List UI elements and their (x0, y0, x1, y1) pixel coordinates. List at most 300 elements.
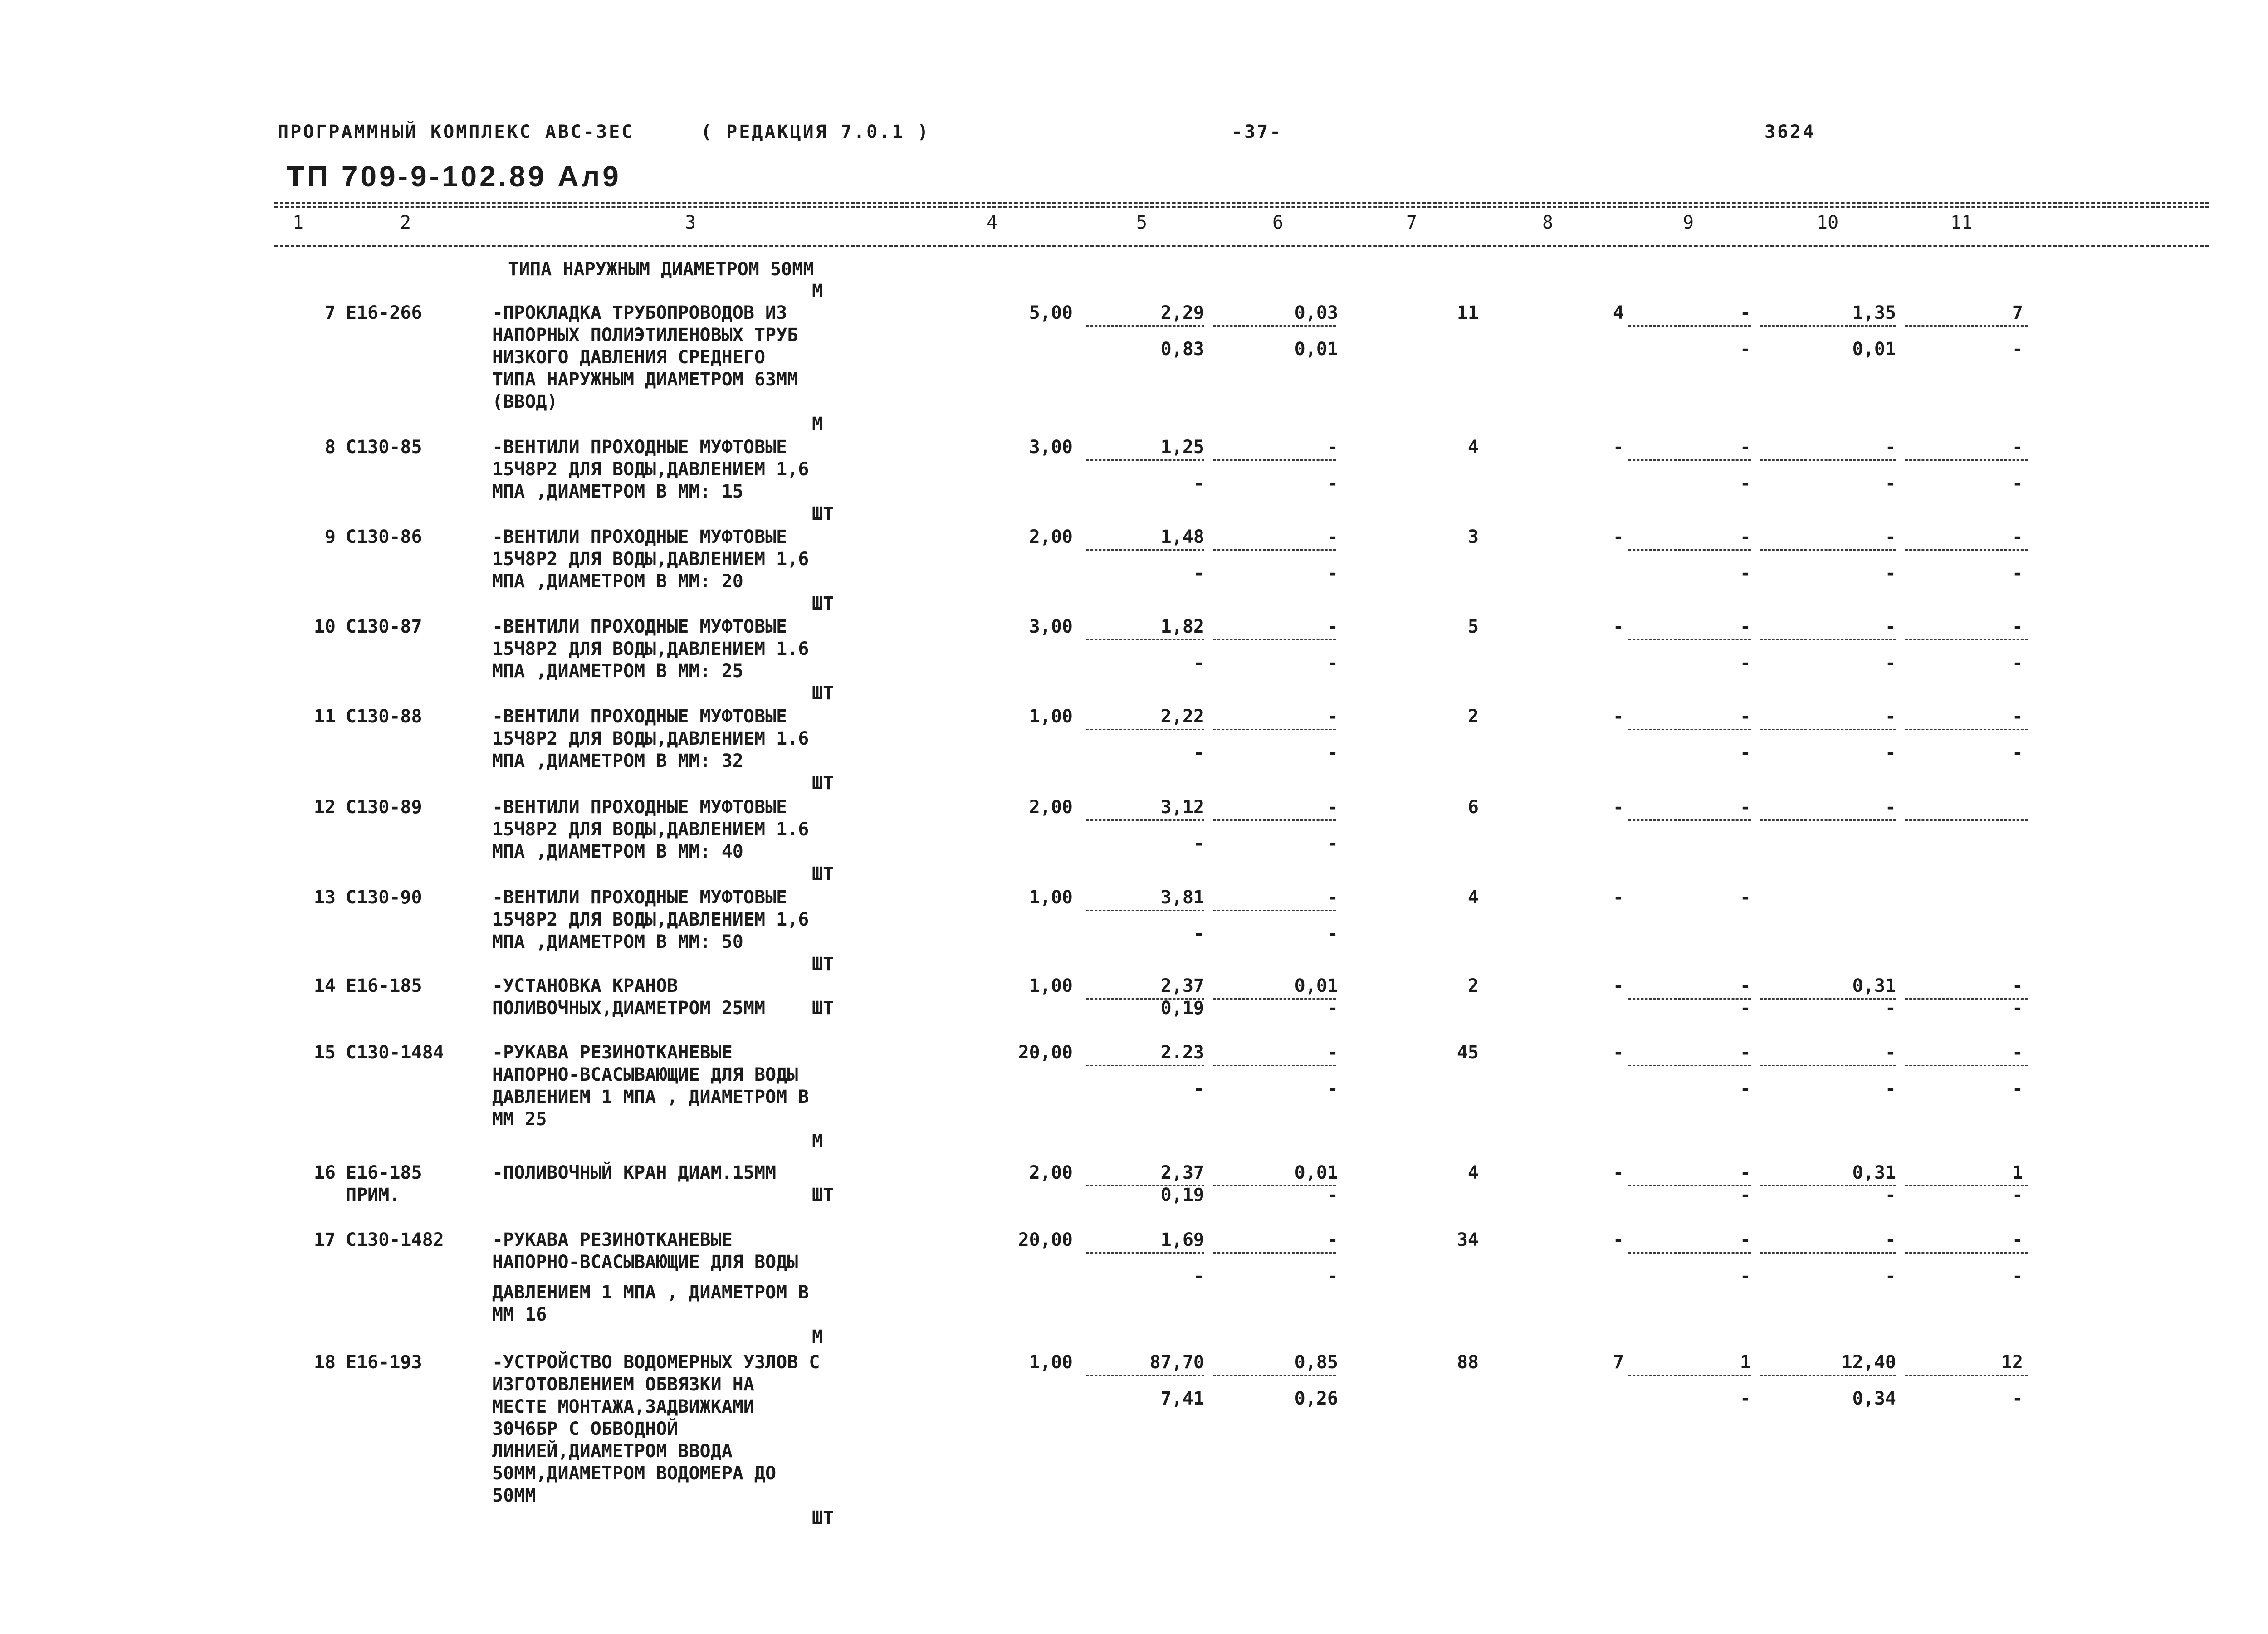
col-2-label: 2 (400, 212, 411, 233)
value-separator-line (1905, 1185, 2028, 1186)
row-description-line: 30Ч6БР С ОБВОДНОЙ (492, 1419, 678, 1439)
col-6-secondary-value: - (1327, 563, 1338, 584)
col-9-value: - (1740, 976, 1751, 996)
col-9-value: - (1740, 706, 1751, 727)
col-9-secondary-value: - (1740, 1078, 1751, 1099)
col-10-value: - (1885, 527, 1896, 547)
col-7-value: 5 (1467, 616, 1479, 637)
value-separator-line (1905, 1375, 2028, 1376)
page-number: -37- (1232, 122, 1283, 142)
col-8-value: - (1613, 1162, 1624, 1183)
value-separator-line (1628, 325, 1751, 327)
row-description-line: 15Ч8Р2 ДЛЯ ВОДЫ,ДАВЛЕНИЕМ 1.6 (492, 819, 809, 840)
col-5-value: 1,25 (1160, 437, 1204, 458)
value-separator-line (1628, 998, 1751, 1000)
row-code: С130-85 (346, 437, 422, 458)
value-separator-line (1760, 1252, 1896, 1254)
value-separator-line (1628, 729, 1751, 730)
row-description-line: ЛИНИЕЙ,ДИАМЕТРОМ ВВОДА (492, 1441, 733, 1462)
value-separator-line (1628, 819, 1751, 821)
row-description-line: МПА ,ДИАМЕТРОМ В ММ: 25 (492, 661, 743, 682)
value-separator-line (1086, 910, 1204, 911)
row-description-line: -ВЕНТИЛИ ПРОХОДНЫЕ МУФТОВЫЕ (492, 706, 787, 727)
value-separator-line (1086, 819, 1204, 821)
col-11-secondary-value: - (2012, 653, 2023, 673)
row-quantity: 1,00 (1029, 976, 1073, 996)
col-10-value: 0,31 (1852, 976, 1896, 996)
row-description-line: МПА ,ДИАМЕТРОМ В ММ: 20 (492, 571, 743, 592)
row-description-line: 15Ч8Р2 ДЛЯ ВОДЫ,ДАВЛЕНИЕМ 1.6 (492, 639, 809, 659)
value-separator-line (1213, 325, 1336, 327)
col-11-secondary-value: - (2012, 339, 2023, 360)
value-separator-line (1760, 1065, 1896, 1066)
col-11-secondary-value: - (2012, 1388, 2023, 1409)
row-description-line: 50ММ (492, 1485, 536, 1506)
row-number: 9 (324, 527, 336, 547)
col-7-value: 11 (1457, 302, 1479, 323)
row-description-line: -РУКАВА РЕЗИНОТКАНЕВЫЕ (492, 1042, 733, 1063)
row-code: С130-89 (346, 797, 422, 818)
col-7-value: 88 (1457, 1352, 1479, 1373)
value-separator-line (1213, 910, 1336, 911)
col-11-secondary-value: - (2012, 1266, 2023, 1287)
col-9-secondary-value: - (1740, 1266, 1751, 1287)
row-description-line: -РУКАВА РЕЗИНОТКАНЕВЫЕ (492, 1229, 733, 1250)
col-6-value: - (1327, 887, 1338, 908)
col-10-secondary-value: - (1885, 653, 1896, 673)
col-6-value: 0,85 (1294, 1352, 1338, 1373)
col-8-value: - (1613, 976, 1624, 996)
row-number: 13 (313, 887, 336, 908)
value-separator-line (1905, 549, 2028, 551)
value-separator-line (1905, 459, 2028, 461)
header-rule-top (274, 202, 2209, 204)
col-5-secondary-value: - (1193, 833, 1204, 854)
col-10-secondary-value: - (1885, 1078, 1896, 1099)
col-6-secondary-value: - (1327, 833, 1338, 854)
col-6-secondary-value: - (1327, 742, 1338, 763)
row-unit: ШТ (812, 1185, 834, 1205)
col-10-secondary-value: 0,01 (1852, 339, 1896, 360)
col-6-secondary-value: - (1327, 653, 1338, 673)
col-7-value: 34 (1457, 1229, 1479, 1250)
row-description-line: ДАВЛЕНИЕМ 1 МПА , ДИАМЕТРОМ В (492, 1282, 809, 1303)
row-unit: ШТ (812, 998, 834, 1019)
value-separator-line (1760, 549, 1896, 551)
col-6-secondary-value: 0,26 (1294, 1388, 1338, 1409)
row-description-line: ТИПА НАРУЖНЫМ ДИАМЕТРОМ 63ММ (492, 369, 798, 390)
col-7-value: 4 (1467, 887, 1479, 908)
col-6-value: 0,01 (1294, 1162, 1338, 1183)
col-10-value: - (1885, 797, 1896, 818)
col-6-value: - (1327, 527, 1338, 547)
col-9-secondary-value: - (1740, 339, 1751, 360)
col-7-label: 7 (1406, 212, 1418, 233)
row-number: 7 (324, 302, 336, 323)
row-unit: ШТ (812, 503, 834, 524)
value-separator-line (1905, 729, 2028, 730)
col-7-value: 4 (1467, 437, 1479, 458)
value-separator-line (1086, 998, 1204, 1000)
col-8-value: - (1613, 527, 1624, 547)
col-6-secondary-value: - (1327, 1078, 1338, 1099)
col-6-secondary-value: - (1327, 473, 1338, 494)
col-5-secondary-value: 0,83 (1160, 339, 1204, 360)
row-description-line: -ВЕНТИЛИ ПРОХОДНЫЕ МУФТОВЫЕ (492, 616, 787, 637)
value-separator-line (1628, 1252, 1751, 1254)
row-unit: М (812, 414, 823, 434)
col-11-secondary-value: - (2012, 1078, 2023, 1099)
row-quantity: 1,00 (1029, 887, 1073, 908)
row-code: С130-87 (346, 616, 422, 637)
continuation-text: ТИПА НАРУЖНЫМ ДИАМЕТРОМ 50ММ (508, 259, 814, 280)
row-quantity: 2,00 (1029, 527, 1073, 547)
value-separator-line (1213, 549, 1336, 551)
row-unit: ШТ (812, 1507, 834, 1528)
row-code: С130-1484 (346, 1042, 444, 1063)
col-6-value: - (1327, 797, 1338, 818)
row-description-line: МПА ,ДИАМЕТРОМ В ММ: 32 (492, 751, 743, 771)
col-11-secondary-value: - (2012, 1185, 2023, 1205)
col-8-value: - (1613, 437, 1624, 458)
row-description-line: -ВЕНТИЛИ ПРОХОДНЫЕ МУФТОВЫЕ (492, 887, 787, 908)
row-description-line: -ВЕНТИЛИ ПРОХОДНЫЕ МУФТОВЫЕ (492, 797, 787, 818)
col-6-secondary-value: - (1327, 998, 1338, 1019)
col-10-secondary-value: - (1885, 473, 1896, 494)
value-separator-line (1760, 998, 1896, 1000)
col-11-value: - (2012, 437, 2023, 458)
col-10-value: - (1885, 1229, 1896, 1250)
col-6-secondary-value: - (1327, 1185, 1338, 1205)
col-6-value: 0,03 (1294, 302, 1338, 323)
row-number: 10 (313, 616, 336, 637)
col-5-secondary-value: 0,19 (1160, 1185, 1204, 1205)
row-number: 17 (313, 1229, 336, 1250)
col-11-label: 11 (1950, 212, 1973, 233)
row-description-line: -УСТАНОВКА КРАНОВ (492, 976, 678, 996)
row-description-line: -ПОЛИВОЧНЫЙ КРАН ДИАМ.15ММ (492, 1162, 777, 1183)
value-separator-line (1213, 459, 1336, 461)
col-5-secondary-value: - (1193, 563, 1204, 584)
col-10-value: - (1885, 616, 1896, 637)
value-separator-line (1760, 729, 1896, 730)
col-8-value: - (1613, 1042, 1624, 1063)
col-9-secondary-value: - (1740, 653, 1751, 673)
row-unit: М (812, 1131, 823, 1152)
row-unit: ШТ (812, 683, 834, 704)
row-description-line: ММ 25 (492, 1109, 547, 1130)
row-description-line: МПА ,ДИАМЕТРОМ В ММ: 40 (492, 841, 743, 862)
col-9-secondary-value: - (1740, 1388, 1751, 1409)
col-11-value: 12 (2001, 1352, 2023, 1373)
row-quantity: 3,00 (1029, 616, 1073, 637)
col-8-value: 4 (1613, 302, 1624, 323)
row-code: С130-1482 (346, 1229, 444, 1250)
col-11-value: - (2012, 527, 2023, 547)
value-separator-line (1628, 1065, 1751, 1066)
col-9-secondary-value: - (1740, 998, 1751, 1019)
col-9-value: - (1740, 616, 1751, 637)
document-code: 3624 (1765, 122, 1816, 142)
col-5-value: 2,22 (1160, 706, 1204, 727)
value-separator-line (1086, 1065, 1204, 1066)
value-separator-line (1760, 1185, 1896, 1186)
col-10-secondary-value: - (1885, 1266, 1896, 1287)
continuation-unit: М (812, 281, 823, 302)
row-description-line: -ПРОКЛАДКА ТРУБОПРОВОДОВ ИЗ (492, 302, 787, 323)
row-description-line: НАПОРНО-ВСАСЫВАЮЩИЕ ДЛЯ ВОДЫ (492, 1064, 798, 1085)
col-9-secondary-value: - (1740, 563, 1751, 584)
value-separator-line (1628, 549, 1751, 551)
col-6-value: - (1327, 706, 1338, 727)
col-4-label: 4 (987, 212, 998, 233)
value-separator-line (1213, 1375, 1336, 1376)
row-quantity: 2,00 (1029, 1162, 1073, 1183)
row-code: Е16-266 (346, 302, 422, 323)
col-9-value: - (1740, 1162, 1751, 1183)
col-5-value: 3,81 (1160, 887, 1204, 908)
col-10-value: 0,31 (1852, 1162, 1896, 1183)
col-5-value: 2,37 (1160, 976, 1204, 996)
col-5-secondary-value: - (1193, 653, 1204, 673)
col-9-secondary-value: - (1740, 742, 1751, 763)
col-8-value: - (1613, 616, 1624, 637)
col-6-value: - (1327, 437, 1338, 458)
col-1-label: 1 (293, 212, 304, 233)
col-10-value: - (1885, 1042, 1896, 1063)
row-code: С130-88 (346, 706, 422, 727)
col-5-secondary-value: - (1193, 473, 1204, 494)
col-5-value: 1,69 (1160, 1229, 1204, 1250)
col-11-value: - (2012, 1229, 2023, 1250)
col-11-value: - (2012, 616, 2023, 637)
value-separator-line (1905, 325, 2028, 327)
edition-label: ( РЕДАКЦИЯ 7.0.1 ) (701, 122, 930, 142)
col-5-value: 2,29 (1160, 302, 1204, 323)
row-quantity: 1,00 (1029, 1352, 1073, 1373)
col-7-value: 6 (1467, 797, 1479, 818)
col-10-secondary-value: - (1885, 1185, 1896, 1205)
col-11-value: - (2012, 976, 2023, 996)
row-code: Е16-185 (346, 1162, 422, 1183)
col-9-label: 9 (1683, 212, 1694, 233)
col-11-value: - (2012, 706, 2023, 727)
col-6-secondary-value: - (1327, 923, 1338, 944)
row-description-line: ПОЛИВОЧНЫХ,ДИАМЕТРОМ 25ММ (492, 998, 766, 1019)
col-11-secondary-value: - (2012, 473, 2023, 494)
col-9-value: - (1740, 1229, 1751, 1250)
row-quantity: 5,00 (1029, 302, 1073, 323)
col-10-secondary-value: - (1885, 742, 1896, 763)
col-7-value: 3 (1467, 527, 1479, 547)
row-description-line: 15Ч8Р2 ДЛЯ ВОДЫ,ДАВЛЕНИЕМ 1,6 (492, 549, 809, 570)
col-5-value: 2,37 (1160, 1162, 1204, 1183)
row-unit: ШТ (812, 954, 834, 975)
col-11-secondary-value: - (2012, 563, 2023, 584)
value-separator-line (1760, 459, 1896, 461)
col-5-secondary-value: 0,19 (1160, 998, 1204, 1019)
value-separator-line (1905, 1065, 2028, 1066)
col-5-value: 87,70 (1149, 1352, 1204, 1373)
value-separator-line (1213, 998, 1336, 1000)
col-5-secondary-value: - (1193, 1266, 1204, 1287)
row-quantity: 1,00 (1029, 706, 1073, 727)
col-8-label: 8 (1542, 212, 1554, 233)
value-separator-line (1905, 998, 2028, 1000)
row-code-note: ПРИМ. (346, 1185, 401, 1205)
col-7-value: 4 (1467, 1162, 1479, 1183)
row-description-line: МЕСТЕ МОНТАЖА,ЗАДВИЖКАМИ (492, 1396, 754, 1417)
header-rule-bottom (274, 245, 2209, 247)
col-6-value: - (1327, 1229, 1338, 1250)
col-6-value: - (1327, 616, 1338, 637)
value-separator-line (1086, 1185, 1204, 1186)
row-description-line: ИЗГОТОВЛЕНИЕМ ОБВЯЗКИ НА (492, 1374, 754, 1395)
row-description-line: ММ 16 (492, 1304, 547, 1325)
value-separator-line (1628, 639, 1751, 640)
value-separator-line (1760, 325, 1896, 327)
row-number: 14 (313, 976, 336, 996)
row-description-line: ДАВЛЕНИЕМ 1 МПА , ДИАМЕТРОМ В (492, 1087, 809, 1107)
col-8-value: - (1613, 797, 1624, 818)
col-10-label: 10 (1817, 212, 1839, 233)
value-separator-line (1086, 639, 1204, 640)
col-9-value: - (1740, 437, 1751, 458)
col-9-value: - (1740, 302, 1751, 323)
row-quantity: 20,00 (1018, 1229, 1073, 1250)
row-code: Е16-193 (346, 1352, 422, 1373)
row-code: Е16-185 (346, 976, 422, 996)
col-5-secondary-value: - (1193, 742, 1204, 763)
col-6-value: - (1327, 1042, 1338, 1063)
value-separator-line (1213, 1252, 1336, 1254)
col-3-label: 3 (685, 212, 696, 233)
value-separator-line (1213, 819, 1336, 821)
handwritten-project-number: ТП 709-9-102.89 Ал9 (287, 160, 621, 193)
col-8-value: - (1613, 706, 1624, 727)
row-unit: М (812, 1327, 823, 1347)
col-5-value: 3,12 (1160, 797, 1204, 818)
row-quantity: 2,00 (1029, 797, 1073, 818)
value-separator-line (1905, 639, 2028, 640)
row-description-line: 15Ч8Р2 ДЛЯ ВОДЫ,ДАВЛЕНИЕМ 1,6 (492, 909, 809, 930)
col-10-value: 1,35 (1852, 302, 1896, 323)
col-9-value: - (1740, 527, 1751, 547)
row-code: С130-86 (346, 527, 422, 547)
row-description-line: -УСТРОЙСТВО ВОДОМЕРНЫХ УЗЛОВ С (492, 1352, 820, 1373)
row-number: 18 (313, 1352, 336, 1373)
col-5-secondary-value: 7,41 (1160, 1388, 1204, 1409)
row-number: 16 (313, 1162, 336, 1183)
row-description-line: НАПОРНО-ВСАСЫВАЮЩИЕ ДЛЯ ВОДЫ (492, 1252, 798, 1273)
value-separator-line (1086, 325, 1204, 327)
col-10-value: 12,40 (1841, 1352, 1896, 1373)
row-unit: ШТ (812, 773, 834, 794)
value-separator-line (1760, 639, 1896, 640)
header-rule-top-2 (274, 206, 2209, 208)
col-8-value: - (1613, 887, 1624, 908)
row-description-line: 50ММ,ДИАМЕТРОМ ВОДОМЕРА ДО (492, 1463, 777, 1484)
value-separator-line (1905, 1252, 2028, 1254)
row-unit: ШТ (812, 863, 834, 884)
col-10-value: - (1885, 706, 1896, 727)
column-number-row (0, 212, 2268, 235)
col-10-secondary-value: 0,34 (1852, 1388, 1896, 1409)
col-11-secondary-value: - (2012, 998, 2023, 1019)
col-8-value: 7 (1613, 1352, 1624, 1373)
col-5-value: 1,48 (1160, 527, 1204, 547)
row-description-line: (ВВОД) (492, 391, 558, 412)
value-separator-line (1213, 1185, 1336, 1186)
col-5-label: 5 (1136, 212, 1148, 233)
row-description-line: 15Ч8Р2 ДЛЯ ВОДЫ,ДАВЛЕНИЕМ 1.6 (492, 728, 809, 749)
col-6-label: 6 (1272, 212, 1284, 233)
col-9-secondary-value: - (1740, 473, 1751, 494)
col-9-value: 1 (1740, 1352, 1751, 1373)
col-6-secondary-value: - (1327, 1266, 1338, 1287)
value-separator-line (1086, 1375, 1204, 1376)
col-8-value: - (1613, 1229, 1624, 1250)
col-6-value: 0,01 (1294, 976, 1338, 996)
col-7-value: 2 (1467, 706, 1479, 727)
row-description-line: -ВЕНТИЛИ ПРОХОДНЫЕ МУФТОВЫЕ (492, 527, 787, 547)
row-description-line: МПА ,ДИАМЕТРОМ В ММ: 50 (492, 932, 743, 952)
row-number: 11 (313, 706, 336, 727)
value-separator-line (1213, 1065, 1336, 1066)
row-quantity: 3,00 (1029, 437, 1073, 458)
value-separator-line (1086, 459, 1204, 461)
row-quantity: 20,00 (1018, 1042, 1073, 1063)
program-title: ПРОГРАММНЫЙ КОМПЛЕКС АВС-3ЕС (278, 122, 635, 142)
row-code: С130-90 (346, 887, 422, 908)
value-separator-line (1760, 819, 1896, 821)
col-9-value: - (1740, 887, 1751, 908)
col-7-value: 2 (1467, 976, 1479, 996)
value-separator-line (1086, 549, 1204, 551)
col-5-value: 1,82 (1160, 616, 1204, 637)
value-separator-line (1760, 1375, 1896, 1376)
value-separator-line (1213, 729, 1336, 730)
col-11-value: 1 (2012, 1162, 2023, 1183)
value-separator-line (1628, 1185, 1751, 1186)
row-description-line: 15Ч8Р2 ДЛЯ ВОДЫ,ДАВЛЕНИЕМ 1,6 (492, 459, 809, 480)
row-description-line: НИЗКОГО ДАВЛЕНИЯ СРЕДНЕГО (492, 347, 766, 368)
col-9-secondary-value: - (1740, 1185, 1751, 1205)
col-5-value: 2.23 (1160, 1042, 1204, 1063)
row-description-line: МПА ,ДИАМЕТРОМ В ММ: 15 (492, 481, 743, 502)
col-10-value: - (1885, 437, 1896, 458)
value-separator-line (1628, 1375, 1751, 1376)
col-9-value: - (1740, 797, 1751, 818)
row-number: 15 (313, 1042, 336, 1063)
col-9-value: - (1740, 1042, 1751, 1063)
value-separator-line (1628, 459, 1751, 461)
col-11-value: - (2012, 1042, 2023, 1063)
value-separator-line (1086, 1252, 1204, 1254)
col-5-secondary-value: - (1193, 923, 1204, 944)
row-number: 12 (313, 797, 336, 818)
col-7-value: 45 (1457, 1042, 1479, 1063)
col-11-secondary-value: - (2012, 742, 2023, 763)
value-separator-line (1086, 729, 1204, 730)
row-description-line: НАПОРНЫХ ПОЛИЭТИЛЕНОВЫХ ТРУБ (492, 325, 798, 346)
col-5-secondary-value: - (1193, 1078, 1204, 1099)
col-11-value: 7 (2012, 302, 2023, 323)
row-description-line: -ВЕНТИЛИ ПРОХОДНЫЕ МУФТОВЫЕ (492, 437, 787, 458)
row-number: 8 (324, 437, 336, 458)
col-6-secondary-value: 0,01 (1294, 339, 1338, 360)
value-separator-line (1213, 639, 1336, 640)
